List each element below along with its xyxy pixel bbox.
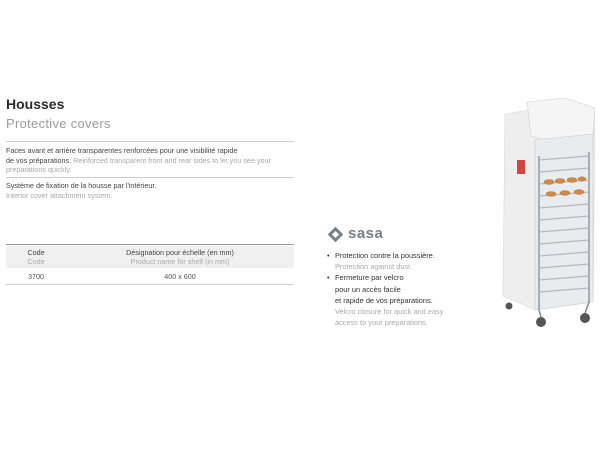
divider xyxy=(6,141,294,142)
desc-1-fr-line1: Faces avant et arrière transparentes renforcées pour une visibilité rapide xyxy=(6,146,238,155)
table-header xyxy=(6,246,294,268)
brand-name: sasa xyxy=(348,225,384,242)
divider xyxy=(6,177,294,178)
row-code: 3700 xyxy=(28,272,44,281)
feature-2-fr-1: Fermeture par velcro xyxy=(335,273,404,283)
page-subtitle: Protective covers xyxy=(6,116,111,131)
table-row xyxy=(6,270,294,283)
feature-2-fr-3: et rapide de vos préparations. xyxy=(335,295,433,305)
desc-1-fr-line2: de vos préparations. xyxy=(6,155,72,165)
feature-1-fr: Protection contre la poussière. xyxy=(335,251,435,260)
brand-mark-icon xyxy=(328,227,344,243)
feature-2-fr-2: pour un accès facile xyxy=(335,284,401,294)
trolley-cover-image xyxy=(495,96,595,336)
header-code-fr: Code xyxy=(27,248,45,257)
description-block-1 xyxy=(6,146,296,175)
brand-logo xyxy=(328,225,398,245)
list-item xyxy=(327,272,487,328)
description-block-2 xyxy=(6,181,296,200)
header-code xyxy=(6,248,66,266)
header-size xyxy=(66,248,294,266)
bullet-icon: • xyxy=(327,251,330,260)
header-code-en: Code xyxy=(27,257,45,266)
feature-2-en-1: Velcro closure for quick and easy xyxy=(335,307,444,317)
bullet-icon: • xyxy=(327,273,330,283)
table-bottom-rule xyxy=(6,284,294,285)
list-item xyxy=(327,250,487,272)
desc-1-en: Reinforced transparent front and rear sides to let you see your preparations quickly. xyxy=(6,155,271,175)
feature-2-en-2: access to your preparations. xyxy=(335,318,428,328)
header-size-en: Product name for shelf (in mm) xyxy=(130,257,230,266)
header-size-fr: Désignation pour échelle (en mm) xyxy=(126,248,234,257)
page-title: Housses xyxy=(6,96,65,112)
feature-list xyxy=(327,250,487,328)
desc-2-fr: Système de fixation de la housse par l'intérieur. xyxy=(6,181,157,190)
brand-tag-icon xyxy=(517,160,525,174)
feature-1-en: Protection against dust. xyxy=(335,262,413,272)
desc-2-en: Interior cover attachment system. xyxy=(6,190,113,200)
row-size: 400 x 600 xyxy=(164,272,196,281)
table-top-rule xyxy=(6,244,294,245)
